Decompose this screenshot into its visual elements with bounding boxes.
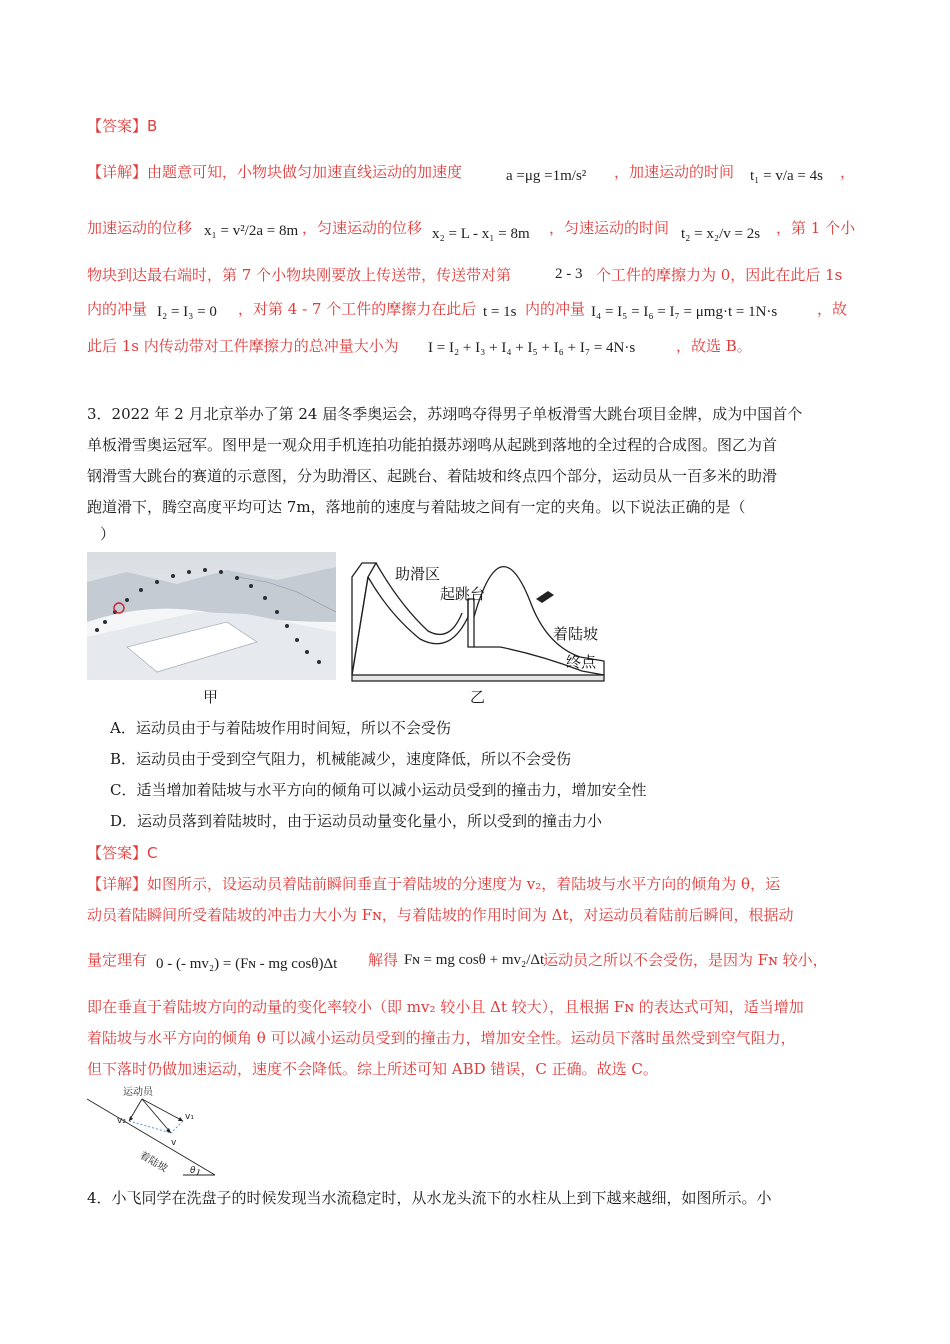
q2-detail-line-2: 加速运动的位移 xyxy=(87,219,193,237)
zone-label-finish: 终点 xyxy=(566,653,597,671)
figure-v2-label: v₂ xyxy=(117,1116,126,1126)
velocity-decomposition-figure xyxy=(87,1085,217,1177)
text-segment: 解得 xyxy=(368,951,399,969)
text-segment: 内的冲量 xyxy=(525,300,586,318)
text-segment: 由题意可知，小物块做匀加速直线运动的加速度 xyxy=(147,163,463,181)
equation-range: 2 - 3 xyxy=(555,266,583,282)
q3-detail-line-4: 即在垂直于着陆坡方向的动量的变化率较小（即 mv₂ 较小且 Δt 较大），且根据 Fɴ 的表达式可知，适当增加 xyxy=(87,998,804,1016)
q3-detail-line-1 xyxy=(87,874,780,894)
text-segment: 运动员之所以不会受伤，是因为 Fɴ 较小， xyxy=(543,951,828,969)
text-segment: ，加速运动的时间 xyxy=(614,163,735,181)
equation-time-interval: t = 1s xyxy=(483,304,517,320)
q3-stem-line-2: 单板滑雪奥运冠军。图甲是一观众用手机连拍功能拍摄苏翊鸣从起跳到落地的全过程的合成图。图乙为首 xyxy=(87,436,778,454)
text-segment: ，对第 4 - 7 个工件的摩擦力在此后 xyxy=(238,300,477,318)
q3-detail-line-6: 但下落时仍做加速运动，速度不会降低。综上所述可知 ABD 错误，C 正确。故选 C。 xyxy=(87,1060,658,1078)
figure-v-label: v xyxy=(171,1138,177,1148)
figure-athlete-label: 运动员 xyxy=(123,1087,153,1098)
text-segment: ，匀速运动的位移 xyxy=(302,219,423,237)
q4-stem-line-1: 4．小飞同学在洗盘子的时候发现当水流稳定时，从水龙头流下的水柱从上到下越来越细，如图所示。小 xyxy=(87,1189,772,1207)
text-segment: ，故选 B。 xyxy=(676,337,752,355)
answer-tag: 【答案】 xyxy=(87,117,148,135)
q3-detail-line-2: 动员着陆瞬间所受着陆坡的冲击力大小为 Fɴ，与着陆坡的作用时间为 Δt，对运动员着陆前后瞬间，根据动 xyxy=(87,906,794,924)
q3-stem-line-4: 跑道滑下，腾空高度平均可达 7m，落地前的速度与着陆坡之间有一定的夹角。以下说法正确的是（ xyxy=(87,498,746,516)
equation-impulse: I₄ = I₅ = I₆ = I₇ = μmg·t = 1N·s xyxy=(591,304,778,320)
figure-a-label: 甲 xyxy=(203,688,219,706)
option-c[interactable]: C．适当增加着陆坡与水平方向的倾角可以减小运动员受到的撞击力，增加安全性 xyxy=(110,781,647,799)
q2-detail-line-1 xyxy=(87,162,462,182)
text-segment: ，故 xyxy=(817,300,848,318)
option-d[interactable]: D．运动员落到着陆坡时，由于运动员动量变化量小，所以受到的撞击力小 xyxy=(110,812,603,830)
q2-detail-line-4: 内的冲量 xyxy=(87,300,148,318)
answer-tag: 【答案】 xyxy=(87,844,148,862)
skier-icon xyxy=(536,591,554,603)
detail-tag: 【详解】 xyxy=(87,875,148,893)
answer-value: C xyxy=(147,844,158,862)
figure-b-label: 乙 xyxy=(470,688,486,706)
equation-normal-force: Fɴ = mg cosθ + mv₂/Δt xyxy=(404,952,545,968)
equation-acceleration: a =μg =1m/s² xyxy=(506,168,587,184)
equation-impulse-zero: I₂ = I₃ = 0 xyxy=(157,304,217,320)
q3-detail-line-5: 着陆坡与水平方向的倾角 θ 可以减小运动员受到的撞击力，增加安全性。运动员下落时虽然受到空气阻力， xyxy=(87,1029,796,1047)
zone-label-approach: 助滑区 xyxy=(395,565,441,583)
q3-answer xyxy=(87,843,158,863)
zone-label-landing: 着陆坡 xyxy=(553,625,599,643)
text-segment: ，匀速运动的时间 xyxy=(549,219,670,237)
equation-displacement-1: x₁ = v²/2a = 8m xyxy=(204,223,299,239)
q3-stem-line-3: 钢滑雪大跳台的赛道的示意图，分为助滑区、起跳台、着陆坡和终点四个部分，运动员从一百多米的助滑 xyxy=(87,467,778,485)
option-b[interactable]: B．运动员由于受到空气阻力，机械能减少，速度降低，所以不会受伤 xyxy=(110,750,572,768)
equation-displacement-2: x₂ = L - x₁ = 8m xyxy=(432,226,530,242)
option-a[interactable]: A．运动员由于与着陆坡作用时间短，所以不会受伤 xyxy=(110,719,451,737)
ski-jump-diagram xyxy=(350,555,606,685)
equation-momentum-theorem: 0 - (- mv₂) = (Fɴ - mg cosθ)Δt xyxy=(156,956,338,972)
text-segment: 个工件的摩擦力为 0，因此在此后 1s xyxy=(596,266,843,284)
equation-time-2: t₂ = x₂/v = 2s xyxy=(681,226,761,242)
q2-detail-line-5: 此后 1s 内传动带对工件摩擦力的总冲量大小为 xyxy=(87,337,399,355)
text-segment: ， xyxy=(840,163,856,181)
figure-v1-label: v₁ xyxy=(185,1112,194,1122)
text-segment: ，第 1 个小 xyxy=(776,219,856,237)
text-segment: 如图所示，设运动员着陆前瞬间垂直于着陆坡的分速度为 v₂，着陆坡与水平方向的倾角为 θ，运 xyxy=(147,875,781,893)
q2-detail-line-3: 物块到达最右端时，第 7 个小物块刚要放上传送带，传送带对第 xyxy=(87,266,512,284)
q3-stem-line-5: ） xyxy=(100,525,116,543)
detail-tag: 【详解】 xyxy=(87,163,148,181)
figure-slope-label: 着陆坡 xyxy=(137,1150,169,1175)
answer-value: B xyxy=(147,117,158,135)
zone-label-takeoff: 起跳台 xyxy=(440,585,486,603)
equation-total-impulse: I = I₂ + I₃ + I₄ + I₅ + I₆ + I₇ = 4N·s xyxy=(428,340,636,356)
equation-time-1: t₁ = v/a = 4s xyxy=(750,168,823,184)
q3-detail-line-3: 量定理有 xyxy=(87,951,148,969)
figure-theta-label: θ xyxy=(190,1166,196,1176)
q3-stem-line-1: 3．2022 年 2 月北京举办了第 24 届冬季奥运会，苏翊鸣夺得男子单板滑雪大跳台项目金牌，成为中国首个 xyxy=(87,405,803,423)
q2-answer xyxy=(87,116,157,136)
ski-jump-photo xyxy=(87,552,336,680)
